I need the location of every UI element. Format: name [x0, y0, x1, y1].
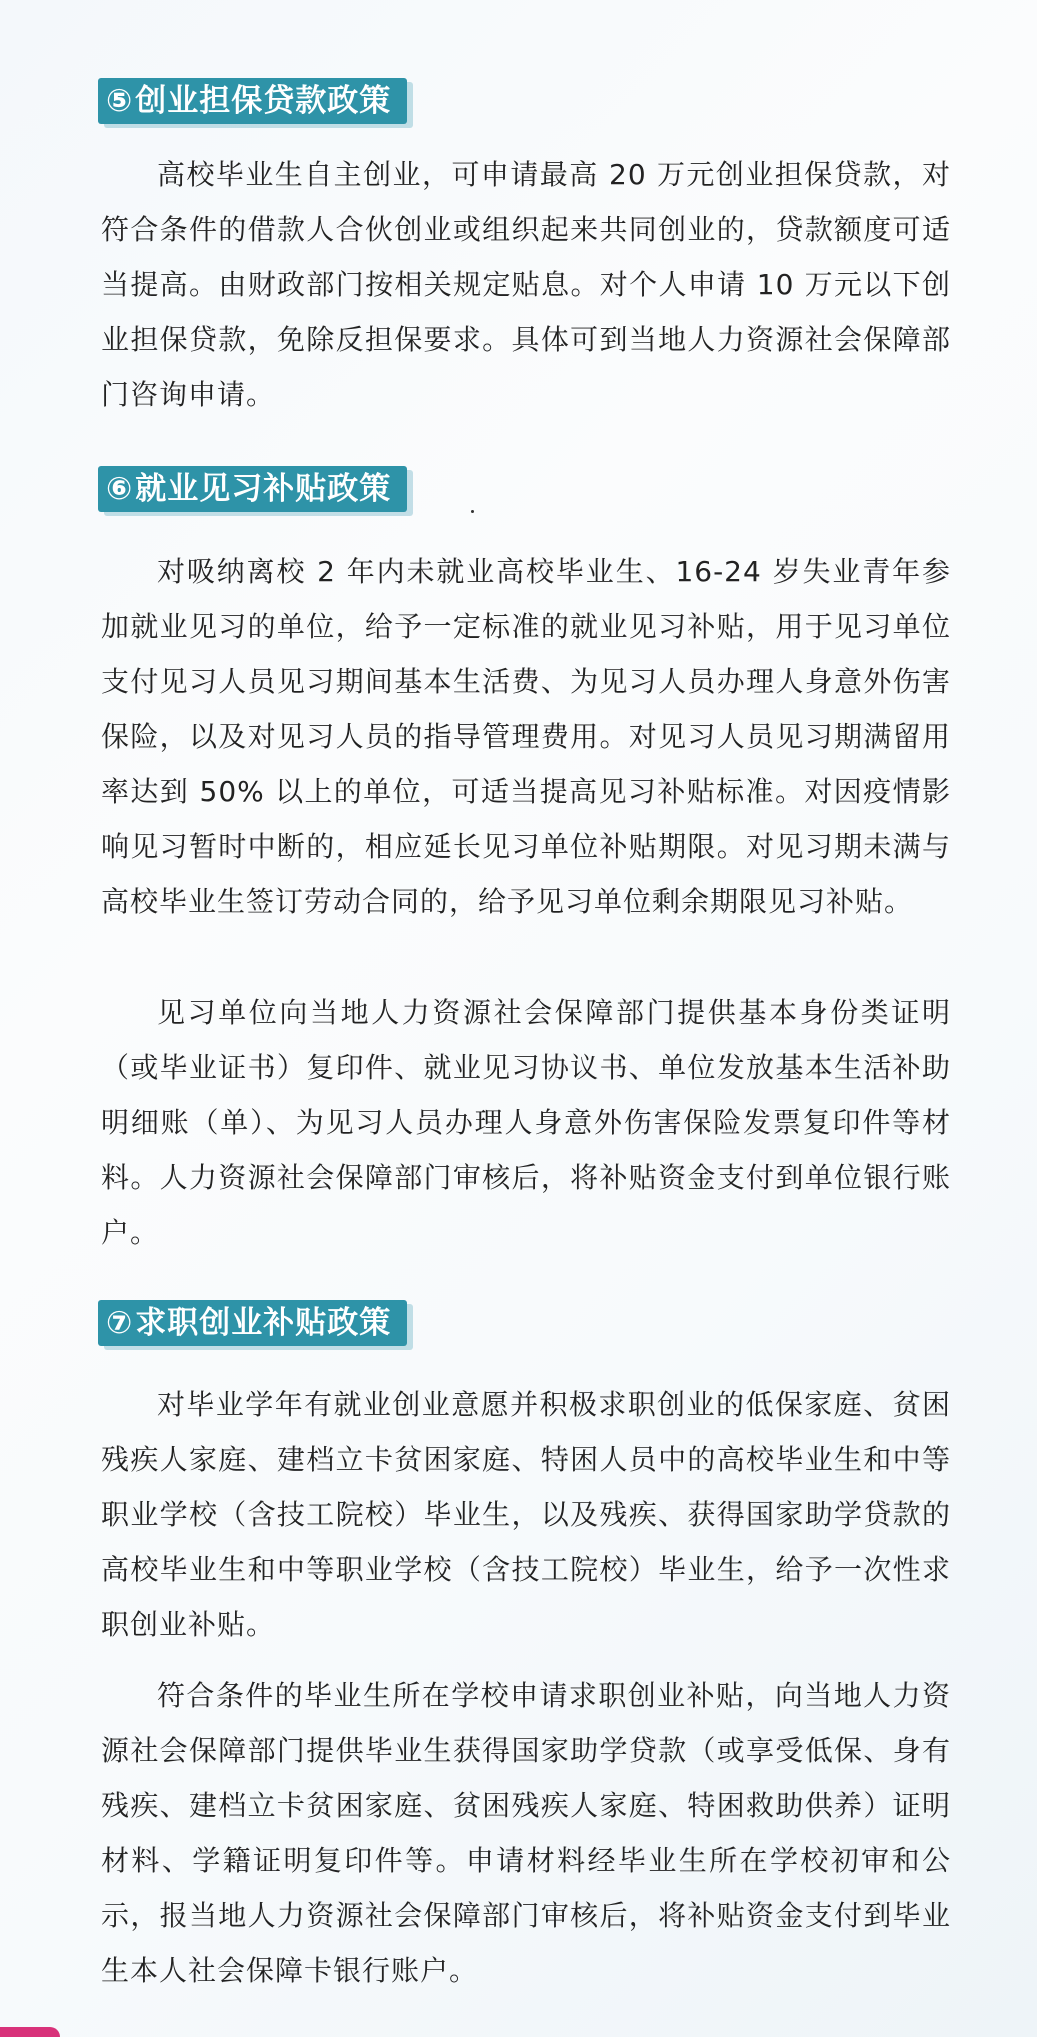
section-7-paragraph-2: 符合条件的毕业生所在学校申请求职创业补贴，向当地人力资源社会保障部门提供毕业生获得国家助学贷款（或享受低保、身有残疾、建档立卡贫困家庭、贫困残疾人家庭、特困救助供养）证明材料、学籍证明复印件等。申请材料经毕业生所在学校初审和公示，报当地人力资源社会保障部门审核后，将补贴资金支付到毕业生本人社会保障卡银行账户。 [101, 1679, 951, 1987]
section-7-heading-badge [98, 1300, 407, 1346]
section-6-title: 就业见习补贴政策 [135, 471, 392, 507]
section-6-paragraph-1: 对吸纳离校 2 年内未就业高校毕业生、16-24 岁失业青年参加就业见习的单位，给予一定标准的就业见习补贴，用于见习单位支付见习人员见习期间基本生活费、为见习人员办理人身意外伤害保险，以及对见习人员的指导管理费用。对见习人员见习期满留用率达到 50% 以上的单位，可适当提高见习补贴标准。对因疫情影响见习暂时中断的，相应延长见习单位补贴期限。对见习期未满与高校毕业生签订劳动合同的，给予见习单位剩余期限见习补贴。 [101, 555, 951, 918]
section-7-paragraph-1: 对毕业学年有就业创业意愿并积极求职创业的低保家庭、贫困残疾人家庭、建档立卡贫困家庭、特困人员中的高校毕业生和中等职业学校（含技工院校）毕业生，以及残疾、获得国家助学贷款的高校毕业生和中等职业学校（含技工院校）毕业生，给予一次性求职创业补贴。 [101, 1388, 951, 1641]
section-5-number: ⑤ [106, 83, 134, 119]
section-6-number: ⑥ [106, 471, 134, 507]
section-5-title: 创业担保贷款政策 [135, 83, 392, 119]
section-6-heading-badge [98, 466, 407, 512]
section-7-title: 求职创业补贴政策 [135, 1305, 392, 1341]
section-7-number: ⑦ [106, 1305, 134, 1341]
section-5-paragraph-1: 高校毕业生自主创业，可申请最高 20 万元创业担保贷款，对符合条件的借款人合伙创业或组织起来共同创业的，贷款额度可适当提高。由财政部门按相关规定贴息。对个人申请 10 万元以下创业担保贷款，免除反担保要求。具体可到当地人力资源社会保障部门咨询申请。 [101, 158, 951, 411]
decorative-corner-accent [0, 2027, 60, 2037]
section-5-heading-badge [98, 78, 407, 124]
section-6-paragraph-2: 见习单位向当地人力资源社会保障部门提供基本身份类证明（或毕业证书）复印件、就业见习协议书、单位发放基本生活补助明细账（单）、为见习人员办理人身意外伤害保险发票复印件等材料。人力资源社会保障部门审核后，将补贴资金支付到单位银行账户。 [101, 996, 951, 1249]
stray-dot [471, 510, 474, 513]
